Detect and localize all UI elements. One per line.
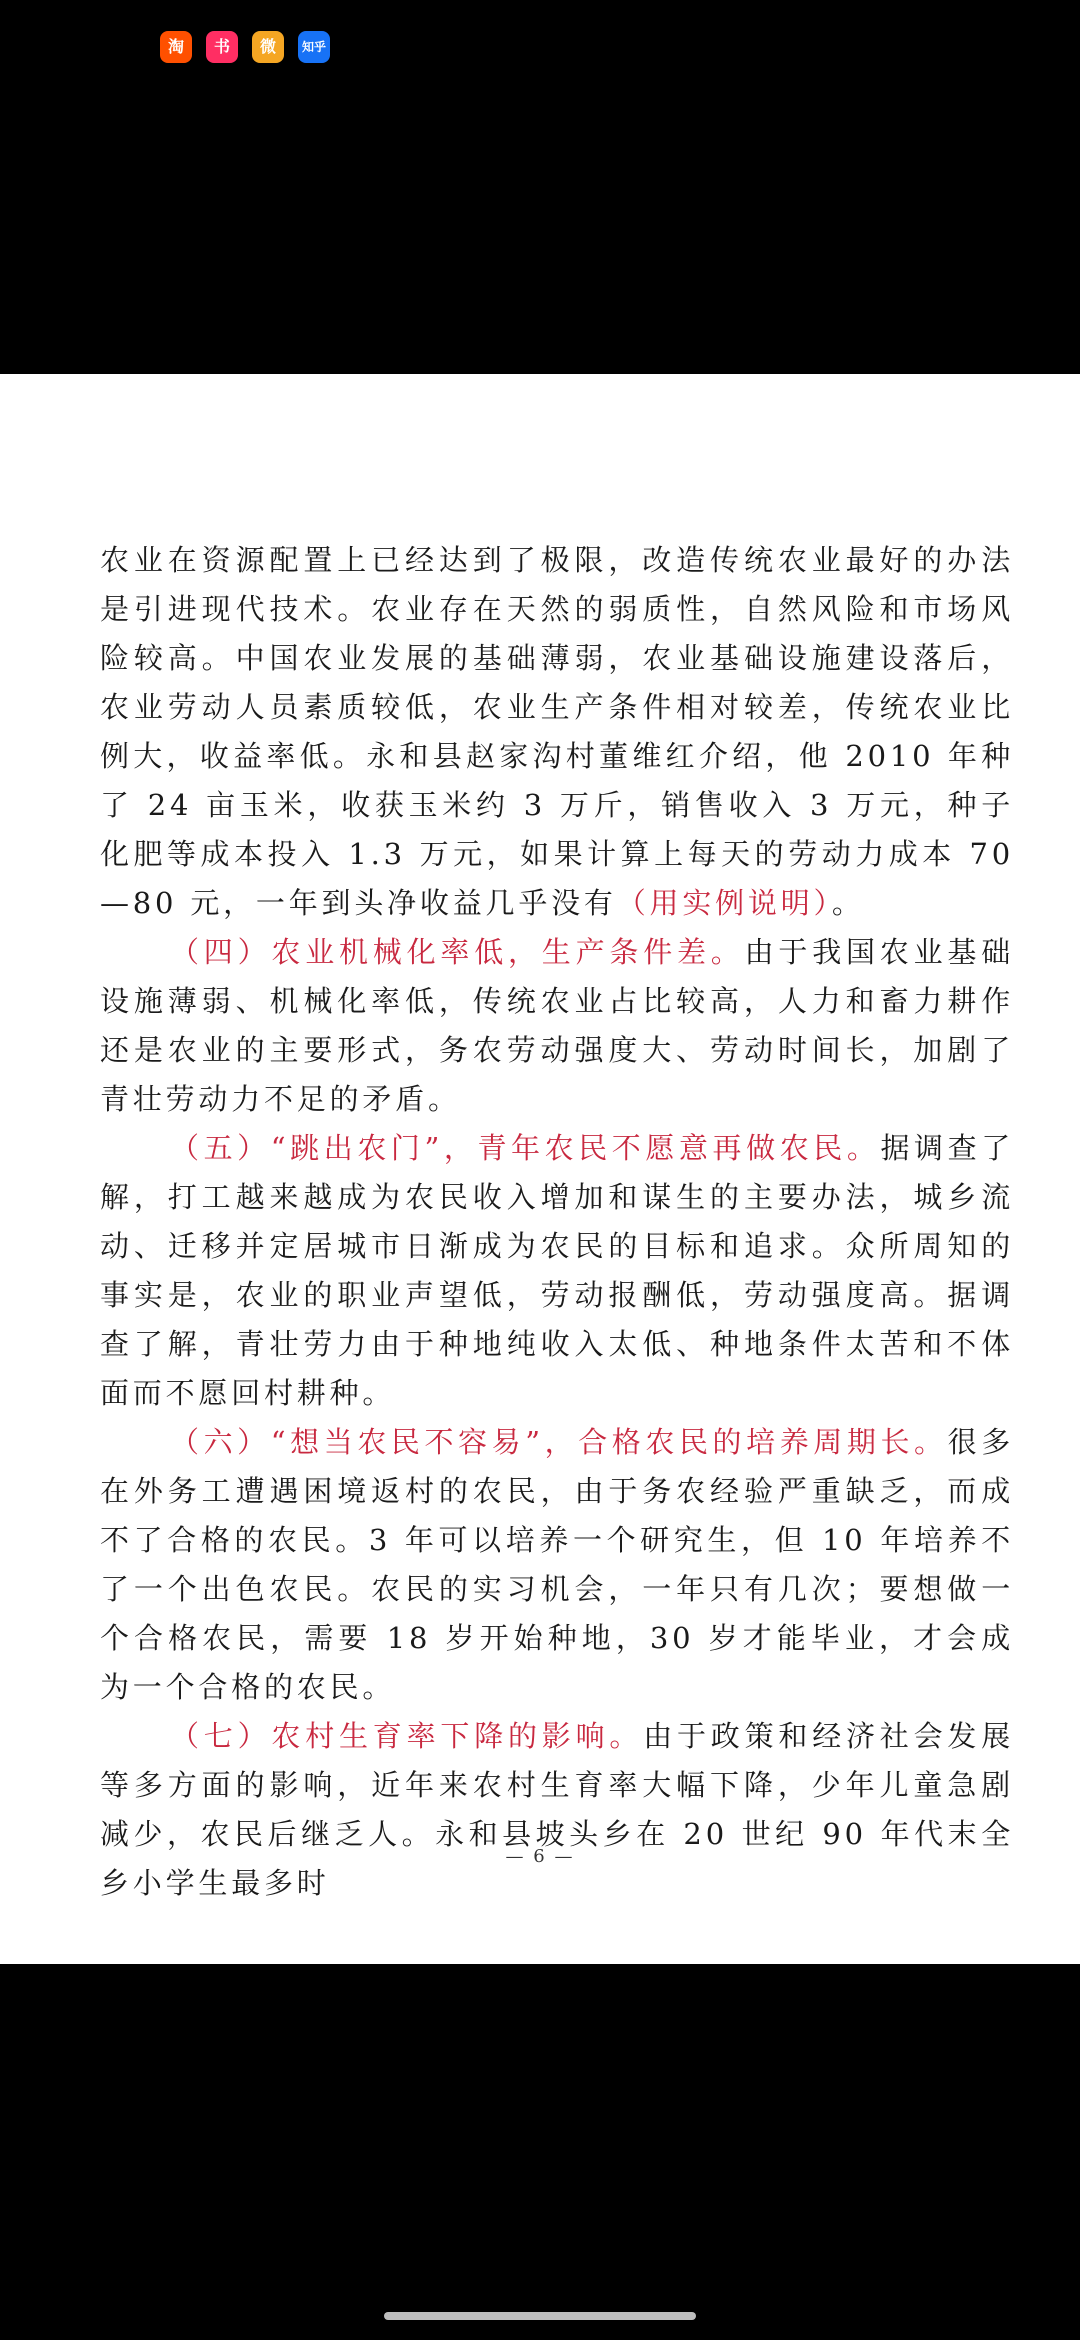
section-7-body: 由于政策和经济社会发展等多方面的影响，近年来农村生育率大幅下降，少年儿童急剧减少，农民后继乏人。永和县坡头乡在 20 世纪 90 年代末全乡小学生最多时 bbox=[100, 1719, 1014, 1900]
section-5-heading: （五）“跳出农门”，青年农民不愿意再做农民。 bbox=[170, 1131, 881, 1165]
weibo-icon: 微 bbox=[252, 31, 284, 63]
section-4-body: 由于我国农业基础设施薄弱、机械化率低，传统农业占比较高，人力和畜力耕作还是农业的主要形式，务农劳动强度大、劳动时间长，加剧了青壮劳动力不足的矛盾。 bbox=[100, 935, 1014, 1116]
paragraph-1-note: （用实例说明） bbox=[616, 886, 832, 920]
section-6-heading: （六）“想当农民不容易”，合格农民的培养周期长。 bbox=[170, 1425, 948, 1459]
paragraph-1-end: 。 bbox=[831, 886, 865, 920]
page-number: — 6 — bbox=[505, 1846, 575, 1867]
zhihu-icon: 知乎 bbox=[298, 31, 330, 63]
status-bar-notification-icons bbox=[160, 31, 330, 63]
section-5-body: 据调查了解，打工越来越成为农民收入增加和谋生的主要办法，城乡流动、迁移并定居城市日渐成为农民的目标和追求。众所周知的事实是，农业的职业声望低，劳动报酬低，劳动强度高。据调查了解，青壮劳力由于种地纯收入太低、种地条件太苦和不体面而不愿回村耕种。 bbox=[100, 1131, 1014, 1410]
xiaohongshu-icon: 书 bbox=[206, 31, 238, 63]
taobao-icon: 淘 bbox=[160, 31, 192, 63]
document-page[interactable] bbox=[0, 374, 1080, 1964]
document-body bbox=[100, 536, 1014, 1908]
paragraph-section-5 bbox=[100, 1124, 1014, 1418]
paragraph-section-6 bbox=[100, 1418, 1014, 1712]
section-4-heading: （四）农业机械化率低，生产条件差。 bbox=[170, 935, 745, 969]
paragraph-1-text: 农业在资源配置上已经达到了极限，改造传统农业最好的办法是引进现代技术。农业存在天然的弱质性，自然风险和市场风险较高。中国农业发展的基础薄弱，农业基础设施建设落后，农业劳动人员素质较低，农业生产条件相对较差，传统农业比例大，收益率低。永和县赵家沟村董维红介绍，他 2010 年种了 24 亩玉米，收获玉米约 3 万斤，销售收入 3 万元，种子化肥等成本投入 1.3 万元，如果计算上每天的劳动力成本 70—80 元，一年到头净收益几乎没有 bbox=[100, 543, 1014, 920]
paragraph-section-4 bbox=[100, 928, 1014, 1124]
home-indicator[interactable] bbox=[384, 2312, 696, 2320]
paragraph-1 bbox=[100, 536, 1014, 928]
section-6-body: 很多在外务工遭遇困境返村的农民，由于务农经验严重缺乏，而成不了合格的农民。3 年可以培养一个研究生，但 10 年培养不了一个出色农民。农民的实习机会，一年只有几次；要想做一个合格农民，需要 18 岁开始种地，30 岁才能毕业，才会成为一个合格的农民。 bbox=[100, 1425, 1014, 1704]
section-7-heading: （七）农村生育率下降的影响。 bbox=[170, 1719, 644, 1753]
paragraph-section-7 bbox=[100, 1712, 1014, 1908]
